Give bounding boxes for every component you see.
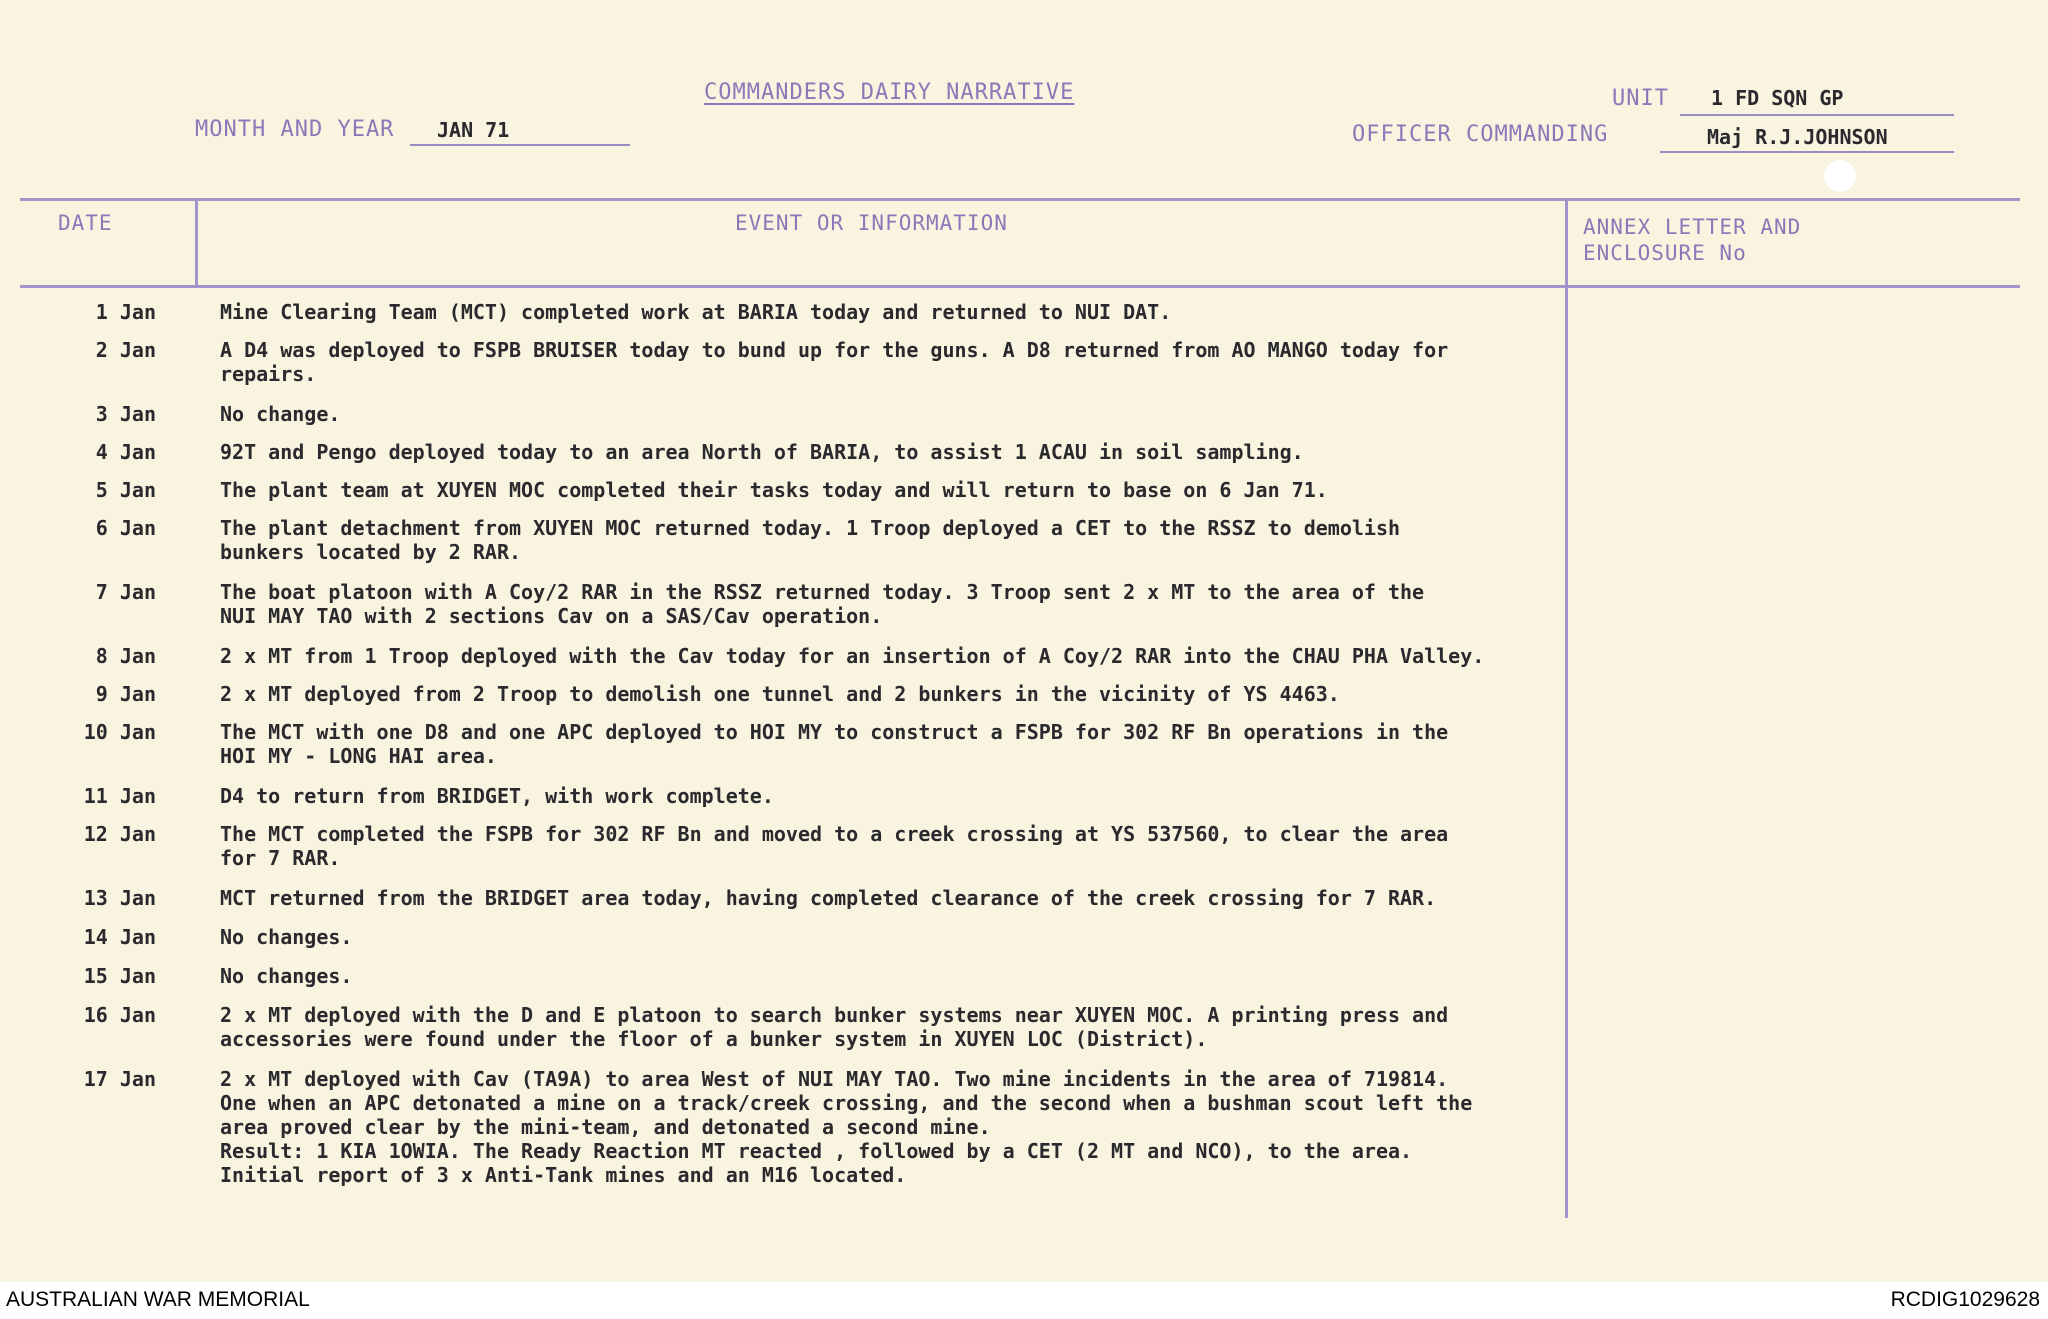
table-row: [0, 644, 1570, 682]
month-year-value: JAN 71: [437, 118, 510, 142]
archive-reference: RCDIG1029628: [1890, 1288, 2040, 1311]
entry-date: 12 Jan: [83, 822, 156, 846]
table-row: [0, 886, 1570, 925]
entry-date: 5 Jan: [95, 478, 156, 502]
column-header-annex: ANNEX LETTER AND ENCLOSURE No: [1583, 215, 1802, 265]
entry-date: 11 Jan: [83, 784, 156, 808]
table-row: [0, 440, 1570, 478]
diary-entries: [0, 300, 1570, 1197]
unit-label: UNIT: [1612, 86, 1669, 111]
entry-date: 13 Jan: [83, 886, 156, 910]
entry-date: 3 Jan: [95, 402, 156, 426]
table-header-border: [20, 285, 2020, 288]
entry-date: 14 Jan: [83, 925, 156, 949]
entry-text: 2 x MT from 1 Troop deployed with the Cav today for an insertion of A Coy/2 RAR into the CHAU PHA Valley.: [220, 644, 1485, 668]
table-row: [0, 580, 1570, 644]
entry-date: 7 Jan: [95, 580, 156, 604]
entry-text: A D4 was deployed to FSPB BRUISER today to bund up for the guns. A D8 returned from AO MANGO today for repairs.: [220, 338, 1449, 386]
date-column-divider: [195, 198, 198, 288]
entry-text: 2 x MT deployed with Cav (TA9A) to area West of NUI MAY TAO. Two mine incidents in the area of 719814. One when an APC detonated a mine on a track/creek crossing, and the second when a bushman scout left the area proved clear by the mini-team, and detonated a second mine. Result: 1 KIA 1OWIA. The Ready Reaction MT reacted , followed by a CET (2 MT and NCO), to the area. Initial report of 3 x Anti-Tank mines and an M16 located.: [220, 1067, 1473, 1187]
entry-text: The MCT completed the FSPB for 302 RF Bn and moved to a creek crossing at YS 537560, to clear the area for 7 RAR.: [220, 822, 1449, 870]
entry-text: 92T and Pengo deployed today to an area North of BARIA, to assist 1 ACAU in soil sampling.: [220, 440, 1304, 464]
table-row: [0, 478, 1570, 516]
table-row: [0, 402, 1570, 440]
officer-label: OFFICER COMMANDING: [1352, 122, 1609, 147]
table-row: [0, 516, 1570, 580]
entry-text: No changes.: [220, 964, 353, 988]
column-header-date: DATE: [58, 211, 113, 235]
table-row: [0, 1067, 1570, 1197]
table-row: [0, 925, 1570, 964]
entry-text: MCT returned from the BRIDGET area today, having completed clearance of the creek crossing for 7 RAR.: [220, 886, 1437, 910]
entry-text: D4 to return from BRIDGET, with work complete.: [220, 784, 774, 808]
entry-text: No change.: [220, 402, 341, 426]
table-row: [0, 300, 1570, 338]
table-row: [0, 338, 1570, 402]
entry-date: 4 Jan: [95, 440, 156, 464]
officer-underline: [1660, 151, 1954, 153]
unit-underline: [1680, 114, 1954, 116]
officer-value: Maj R.J.JOHNSON: [1707, 125, 1888, 149]
document-title: COMMANDERS DAIRY NARRATIVE: [704, 80, 1075, 105]
entry-date: 16 Jan: [83, 1003, 156, 1027]
table-top-border: [20, 198, 2020, 201]
entry-date: 10 Jan: [83, 720, 156, 744]
entry-date: 6 Jan: [95, 516, 156, 540]
entry-date: 8 Jan: [95, 644, 156, 668]
table-row: [0, 1003, 1570, 1067]
entry-text: Mine Clearing Team (MCT) completed work at BARIA today and returned to NUI DAT.: [220, 300, 1172, 324]
entry-date: 15 Jan: [83, 964, 156, 988]
table-row: [0, 964, 1570, 1003]
column-header-event: EVENT OR INFORMATION: [735, 211, 1008, 235]
entry-text: The plant detachment from XUYEN MOC returned today. 1 Troop deployed a CET to the RSSZ to demolish bunkers located by 2 RAR.: [220, 516, 1401, 564]
month-year-label: MONTH AND YEAR: [195, 117, 395, 142]
punch-hole: [1824, 160, 1856, 192]
entry-text: 2 x MT deployed with the D and E platoon to search bunker systems near XUYEN MOC. A printing press and accessories were found under the floor of a bunker system in XUYEN LOC (District).: [220, 1003, 1449, 1051]
table-row: [0, 720, 1570, 784]
table-row: [0, 682, 1570, 720]
table-row: [0, 822, 1570, 886]
month-year-underline: [410, 144, 630, 146]
entry-date: 1 Jan: [95, 300, 156, 324]
entry-date: 2 Jan: [95, 338, 156, 362]
table-row: [0, 784, 1570, 822]
entry-text: The MCT with one D8 and one APC deployed to HOI MY to construct a FSPB for 302 RF Bn operations in the HOI MY - LONG HAI area.: [220, 720, 1449, 768]
unit-value: 1 FD SQN GP: [1711, 86, 1844, 110]
archive-credit: AUSTRALIAN WAR MEMORIAL: [6, 1288, 310, 1311]
entry-text: The plant team at XUYEN MOC completed their tasks today and will return to base on 6 Jan 71.: [220, 478, 1328, 502]
entry-date: 17 Jan: [83, 1067, 156, 1091]
entry-text: 2 x MT deployed from 2 Troop to demolish one tunnel and 2 bunkers in the vicinity of YS 4463.: [220, 682, 1340, 706]
entry-date: 9 Jan: [95, 682, 156, 706]
entry-text: No changes.: [220, 925, 353, 949]
entry-text: The boat platoon with A Coy/2 RAR in the RSSZ returned today. 3 Troop sent 2 x MT to the area of the NUI MAY TAO with 2 sections Cav on a SAS/Cav operation.: [220, 580, 1425, 628]
